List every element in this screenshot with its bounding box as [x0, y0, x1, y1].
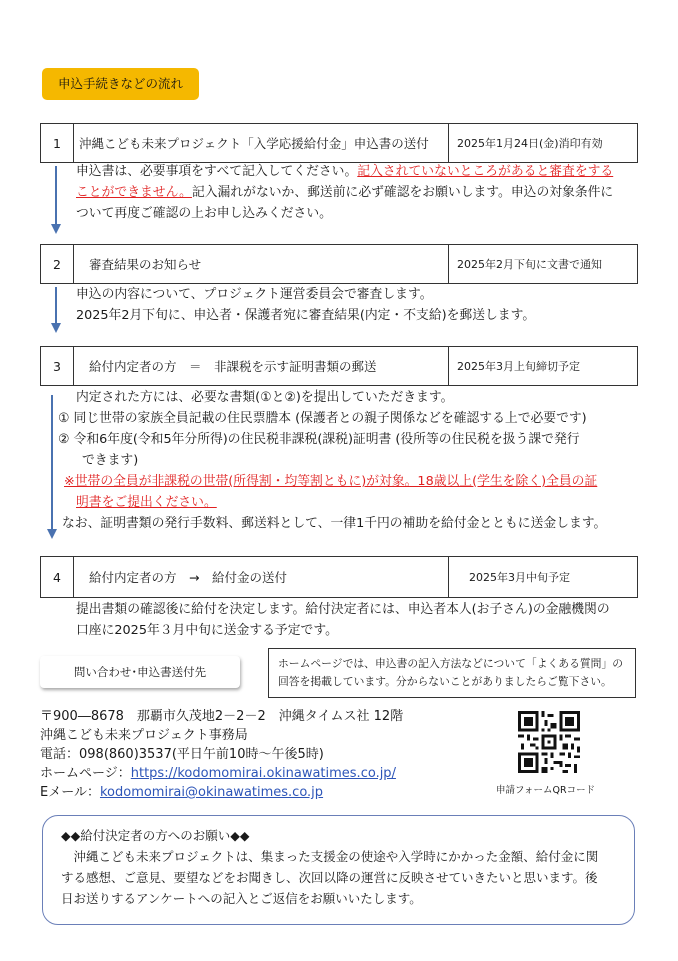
step-2-title: 審査結果のお知らせ: [89, 257, 202, 272]
body-text: 口座に2025年３月中旬に送金する予定です。: [76, 623, 338, 638]
step-1-body-line: [76, 204, 332, 224]
qr-code-icon[interactable]: [518, 711, 580, 773]
step-3-body-line: [82, 451, 138, 471]
arrow-down-icon: [47, 529, 57, 539]
step-1-body-line: [76, 162, 613, 182]
office-name: 沖縄こども未来プロジェクト事務局: [40, 728, 248, 743]
step-3-body-line: [62, 514, 606, 534]
step-3-body-line: [58, 409, 587, 429]
step-1-title: 沖縄こども未来プロジェクト「入学応援給付金」申込書の送付: [79, 136, 429, 151]
step-2-date: 2025年2月下旬に文書で通知: [448, 245, 637, 283]
body-text: ついて再度ご確認の上お申し込みください。: [76, 206, 332, 221]
body-text: なお、証明書類の発行手数料、郵送料として、一律1千円の補助を給付金とともに送金します。: [62, 516, 607, 531]
qr-caption: 申請フォームQRコード: [496, 785, 596, 796]
email-label: Eメール：: [40, 785, 100, 800]
email-link[interactable]: kodomomirai@okinawatimes.co.jp: [99, 785, 324, 800]
warning-text: ことができません。: [76, 185, 192, 200]
step-4-header: [40, 556, 638, 598]
step-1-arrow-line: [55, 166, 57, 224]
step-1-body-line: [76, 183, 613, 203]
step-3-title: 給付内定者の方 ＝ 非課税を示す証明書類の郵送: [89, 359, 377, 374]
homepage-label: ホームページ：: [40, 766, 131, 781]
step-1-date: 2025年1月24日(金)消印有効: [448, 124, 637, 162]
warning-text: 記入されていないところがあると審査をする: [357, 164, 614, 179]
contact-info: [40, 707, 403, 802]
address: 〒900―8678 那覇市久茂地2－2－2 沖縄タイムス社 12階: [40, 709, 404, 724]
step-4-title: 給付内定者の方 → 給付金の送付: [89, 570, 287, 585]
body-text: ② 令和6年度(令和5年分所得)の住民税非課税(課税)証明書 (役所等の住民税を扱う課で発行: [58, 432, 580, 447]
step-1-header: [40, 123, 638, 163]
step-2-body-line: [76, 285, 433, 305]
step-4-body-line: [76, 600, 610, 620]
arrow-down-icon: [51, 323, 61, 333]
notice-line-2: する感想、ご意見、要望などをお聞きし、次回以降の運営に反映させていきたいと思います。後: [61, 870, 598, 885]
homepage-note-line-2: 回答を掲載しています。分からないことがありましたらご覧下さい。: [278, 675, 612, 688]
contact-button-label: 問い合わせ･申込書送付先: [73, 665, 207, 679]
email-row: [40, 783, 403, 802]
step-3-number: 3: [41, 347, 74, 385]
body-text: 2025年2月下旬に、申込者・保護者宛に審査結果(内定・不支給)を郵送します。: [76, 308, 536, 323]
step-3-body-line: [76, 493, 217, 513]
step-3-body-line: [58, 430, 580, 450]
phone: 電話：098(860)3537(平日午前10時～午後5時): [40, 747, 324, 762]
step-4-date: 2025年3月中旬予定: [448, 557, 637, 597]
step-2-number: 2: [41, 245, 74, 283]
step-4-body-line: [76, 621, 338, 641]
step-2-body-line: [76, 306, 535, 326]
body-text: できます): [82, 453, 139, 468]
step-3-body-line: [64, 472, 597, 492]
body-text: 内定された方には、必要な書類(①と②)を提出していただきます。: [76, 390, 454, 405]
arrow-down-icon: [51, 224, 61, 234]
step-3-arrow-line: [51, 395, 53, 529]
step-1-number: 1: [41, 124, 74, 162]
body-text: 記入漏れがないか、郵送前に必ず確認をお願いします。申込の対象条件に: [191, 185, 614, 200]
homepage-note-box: [268, 648, 636, 698]
step-3-body-line: [76, 388, 453, 408]
notice-box: [42, 815, 635, 925]
section-title: 申込手続きなどの流れ: [57, 76, 183, 91]
contact-button[interactable]: [40, 656, 240, 688]
section-title-badge: [42, 68, 199, 100]
step-2-header: [40, 244, 638, 284]
body-text: 提出書類の確認後に給付を決定します。給付決定者には、申込者本人(お子さん)の金融機関の: [76, 602, 610, 617]
warning-text: 明書をご提出ください。: [76, 495, 217, 510]
step-3-date: 2025年3月上旬締切予定: [448, 347, 637, 385]
homepage-note-line-1: ホームページでは、申込書の記入方法などについて「よくある質問」の: [278, 657, 624, 670]
notice-line-3: 日お送りするアンケートへの記入とご返信をお願いいたします。: [61, 891, 422, 906]
body-text: 申込書は、必要事項をすべて記入してください。: [76, 164, 358, 179]
step-3-header: [40, 346, 638, 386]
homepage-row: [40, 764, 403, 783]
body-text: 申込の内容について、プロジェクト運営委員会で審査します。: [76, 287, 433, 302]
notice-line-1: 沖縄こども未来プロジェクトは、集まった支援金の使途や入学時にかかった金額、給付金に関: [73, 849, 599, 864]
homepage-link[interactable]: https://kodomomirai.okinawatimes.co.jp/: [130, 766, 396, 781]
step-4-number: 4: [41, 557, 74, 597]
step-2-arrow-line: [55, 287, 57, 323]
notice-title: ◆◆給付決定者の方へのお願い◆◆: [61, 828, 250, 843]
warning-text: ※世帯の全員が非課税の世帯(所得割・均等割ともに)が対象。18歳以上(学生を除く)全員の証: [64, 474, 598, 489]
body-text: ① 同じ世帯の家族全員記載の住民票謄本 (保護者との親子関係などを確認する上で必要です): [58, 411, 587, 426]
